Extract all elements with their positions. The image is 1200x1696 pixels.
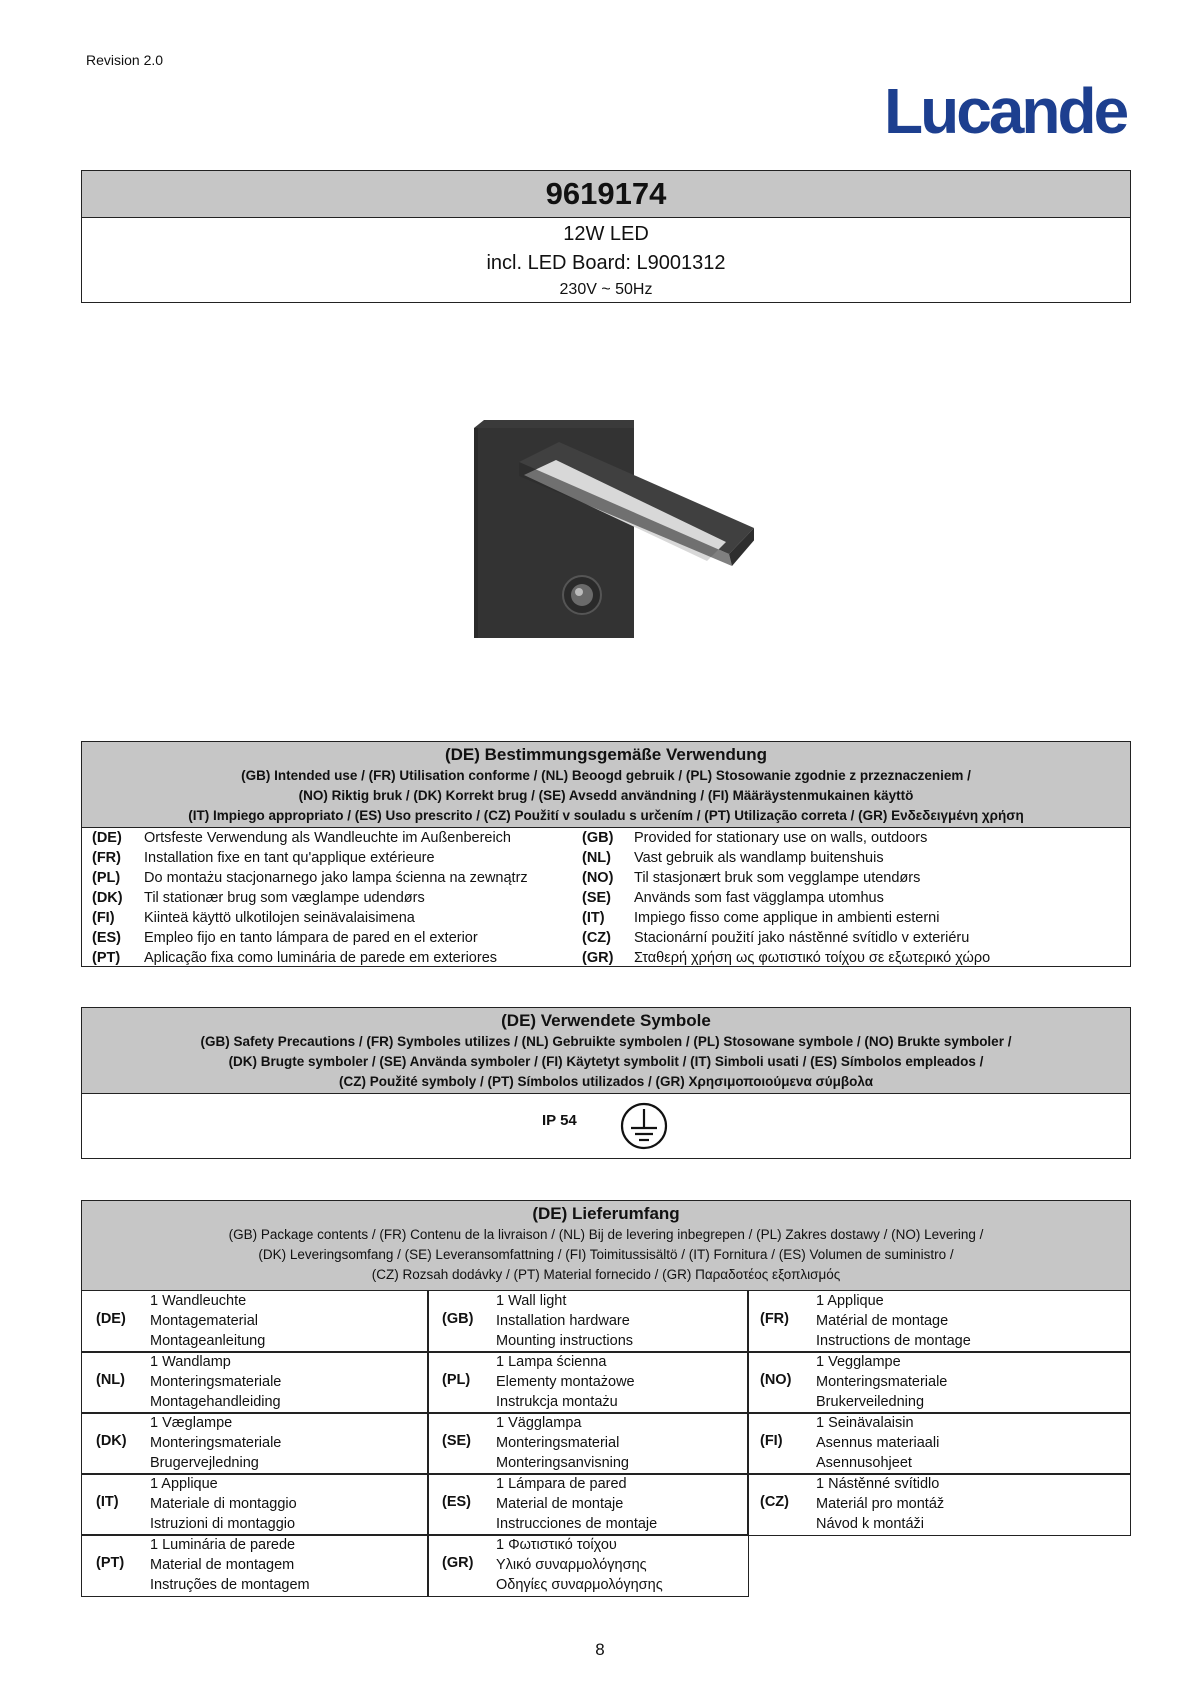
lang-code: (DK) bbox=[92, 890, 123, 906]
package-cell bbox=[81, 1290, 429, 1353]
voltage-spec: 230V ~ 50Hz bbox=[559, 281, 653, 298]
package-sub2: (DK) Leveringsomfang / (SE) Leveransomfattning / (FI) Toimitussisältö / (IT) Fornitura / (ES) Volumen de suministro / bbox=[258, 1247, 954, 1262]
lang-code: (GB) bbox=[582, 830, 614, 846]
package-item: Installation hardware bbox=[496, 1313, 630, 1329]
lang-code: (SE) bbox=[582, 890, 611, 906]
use-text: Installation fixe en tant qu'applique extérieure bbox=[144, 850, 435, 866]
package-cell bbox=[427, 1290, 749, 1353]
page-number: 8 bbox=[595, 1640, 605, 1659]
package-item: 1 Seinävalaisin bbox=[816, 1415, 914, 1431]
lang-code: (PL) bbox=[92, 870, 121, 886]
package-item: Návod k montáži bbox=[816, 1516, 924, 1532]
use-text: Empleo fijo en tanto lámpara de pared en el exterior bbox=[144, 930, 478, 946]
lang-code: (DE) bbox=[92, 830, 122, 846]
package-item: Montagematerial bbox=[150, 1313, 258, 1329]
intended-use-section bbox=[81, 741, 1131, 967]
package-section bbox=[81, 1200, 1131, 1292]
intended-use-sub1: (GB) Intended use / (FR) Utilisation conforme / (NL) Beoogd gebruik / (PL) Stosowanie zgodnie z przeznaczeniem / bbox=[241, 768, 971, 783]
package-item: Asennusohjeet bbox=[816, 1455, 912, 1471]
package-cell bbox=[81, 1473, 429, 1536]
package-cell bbox=[81, 1412, 429, 1475]
package-cell bbox=[427, 1534, 749, 1597]
lang-code: (NO) bbox=[760, 1372, 792, 1388]
package-cell bbox=[81, 1534, 429, 1597]
package-item: 1 Lámpara de pared bbox=[496, 1476, 627, 1492]
lucande-logo: Lucande bbox=[884, 75, 1127, 147]
lang-code: (FI) bbox=[760, 1433, 783, 1449]
intended-use-sub3: (IT) Impiego appropriato / (ES) Uso prescrito / (CZ) Použití v souladu s určením / (PT) Utilização correta / (GR) Ενδεδειγμένη χρήση bbox=[188, 808, 1024, 823]
intended-use-row bbox=[82, 888, 1130, 908]
power-spec: 12W LED bbox=[563, 223, 649, 245]
use-text: Provided for stationary use on walls, outdoors bbox=[634, 830, 928, 846]
led-board-spec: incl. LED Board: L9001312 bbox=[486, 252, 726, 274]
lang-code: (FI) bbox=[92, 910, 115, 926]
use-text: Impiego fisso come applique in ambienti esterni bbox=[634, 910, 940, 926]
symbols-sub2: (DK) Brugte symboler / (SE) Använda symboler / (FI) Käytetyt symbolit / (IT) Simboli usati / (ES) Símbolos empleados / bbox=[228, 1054, 984, 1069]
lang-code: (FR) bbox=[92, 850, 121, 866]
package-item: Elementy montażowe bbox=[496, 1374, 635, 1390]
lang-code: (NL) bbox=[96, 1372, 125, 1388]
package-item: Instructions de montage bbox=[816, 1333, 971, 1349]
package-cell bbox=[747, 1351, 1131, 1414]
package-item: Montagehandleiding bbox=[150, 1394, 281, 1410]
lang-code: (IT) bbox=[96, 1494, 119, 1510]
intended-use-table bbox=[82, 828, 1130, 968]
intended-use-row bbox=[82, 868, 1130, 888]
package-item: 1 Φωτιστικό τοίχου bbox=[496, 1537, 617, 1553]
symbols-sub3: (CZ) Použité symboly / (PT) Símbolos utilizados / (GR) Χρησιμοποιούμενα σύμβολα bbox=[339, 1074, 873, 1089]
lang-code: (PL) bbox=[442, 1372, 471, 1388]
protective-earth-icon bbox=[619, 1101, 669, 1151]
package-item: Monteringsmateriale bbox=[816, 1374, 948, 1390]
lang-code: (NO) bbox=[582, 870, 614, 886]
package-cell bbox=[427, 1351, 749, 1414]
package-item: Monteringsmateriale bbox=[150, 1374, 282, 1390]
package-item: Οδηγίες συναρμολόγησης bbox=[496, 1577, 663, 1593]
intended-use-sub2: (NO) Riktig bruk / (DK) Korrekt brug / (SE) Avsedd användning / (FI) Määräystenmukainen käyttö bbox=[298, 788, 914, 803]
package-cell bbox=[427, 1473, 749, 1536]
package-item: 1 Wandleuchte bbox=[150, 1293, 247, 1309]
intended-use-title: (DE) Bestimmungsgemäße Verwendung bbox=[444, 745, 768, 764]
lang-code: (PT) bbox=[96, 1555, 125, 1571]
lang-code: (ES) bbox=[442, 1494, 471, 1510]
package-item: Brukerveiledning bbox=[816, 1394, 925, 1410]
package-item: 1 Applique bbox=[816, 1293, 884, 1309]
package-item: 1 Vegglampe bbox=[816, 1354, 901, 1370]
package-item: 1 Wall light bbox=[496, 1293, 567, 1309]
use-text: Til stasjonært bruk som vegglampe utendørs bbox=[634, 870, 921, 886]
use-text: Til stationær brug som væglampe udendørs bbox=[144, 890, 425, 906]
lang-code: (GB) bbox=[442, 1311, 474, 1327]
package-sub3: (CZ) Rozsah dodávky / (PT) Material fornecido / (GR) Παραδοτέος εξοπλισμός bbox=[371, 1267, 841, 1282]
lang-code: (CZ) bbox=[582, 930, 611, 946]
package-sub1: (GB) Package contents / (FR) Contenu de la livraison / (NL) Bij de levering inbegrepen / (PL) Zakres dostawy / (NO) Levering / bbox=[228, 1227, 984, 1242]
use-text: Do montażu stacjonarnego jako lampa ścienna na zewnątrz bbox=[144, 870, 528, 886]
package-cell bbox=[747, 1290, 1131, 1353]
package-item: Monteringsmaterial bbox=[496, 1435, 620, 1451]
use-text: Stacionární použití jako nástěnné svítidlo v exteriéru bbox=[634, 930, 970, 946]
package-item: Material de montagem bbox=[150, 1557, 295, 1573]
product-image bbox=[464, 420, 754, 645]
package-item: 1 Nástěnné svítidlo bbox=[816, 1476, 940, 1492]
package-cell bbox=[747, 1412, 1131, 1475]
lang-code: (GR) bbox=[582, 950, 614, 966]
revision-label: Revision 2.0 bbox=[86, 52, 164, 68]
package-item: 1 Wandlamp bbox=[150, 1354, 231, 1370]
package-cell bbox=[747, 1473, 1131, 1536]
intended-use-row bbox=[82, 948, 1130, 968]
package-item: Brugervejledning bbox=[150, 1455, 259, 1471]
lang-code: (SE) bbox=[442, 1433, 471, 1449]
lang-code: (ES) bbox=[92, 930, 121, 946]
package-item: Υλικό συναρμολόγησης bbox=[496, 1557, 647, 1573]
ip-rating: IP 54 bbox=[542, 1112, 577, 1129]
use-text: Ortsfeste Verwendung als Wandleuchte im Außenbereich bbox=[144, 830, 511, 846]
lang-code: (NL) bbox=[582, 850, 611, 866]
package-item: 1 Væglampe bbox=[150, 1415, 233, 1431]
package-item: Instrukcja montażu bbox=[496, 1394, 618, 1410]
package-item: Mounting instructions bbox=[496, 1333, 634, 1349]
use-text: Vast gebruik als wandlamp buitenshuis bbox=[634, 850, 884, 866]
package-item: Asennus materiaali bbox=[816, 1435, 940, 1451]
package-title: (DE) Lieferumfang bbox=[532, 1204, 680, 1223]
package-item: Monteringsmateriale bbox=[150, 1435, 282, 1451]
package-item: 1 Applique bbox=[150, 1476, 218, 1492]
lang-code: (CZ) bbox=[760, 1494, 789, 1510]
lang-code: (GR) bbox=[442, 1555, 474, 1571]
intended-use-row bbox=[82, 848, 1130, 868]
package-item: Instruções de montagem bbox=[150, 1577, 310, 1593]
package-item: Montageanleitung bbox=[150, 1333, 266, 1349]
package-item: 1 Luminária de parede bbox=[150, 1537, 296, 1553]
package-item: Monteringsanvisning bbox=[496, 1455, 629, 1471]
symbols-section bbox=[81, 1007, 1131, 1159]
package-item: Materiale di montaggio bbox=[150, 1496, 297, 1512]
intended-use-row bbox=[82, 828, 1130, 848]
symbols-sub1: (GB) Safety Precautions / (FR) Symboles utilizes / (NL) Gebruikte symbolen / (PL) Stosowane symbole / (NO) Brukte symboler / bbox=[200, 1034, 1012, 1049]
symbols-title: (DE) Verwendete Symbole bbox=[501, 1011, 711, 1030]
package-item: Material de montaje bbox=[496, 1496, 624, 1512]
use-text: Kiinteä käyttö ulkotilojen seinävalaisimena bbox=[144, 910, 415, 926]
lang-code: (FR) bbox=[760, 1311, 789, 1327]
use-text: Aplicação fixa como luminária de parede em exteriores bbox=[144, 950, 498, 966]
article-number: 9619174 bbox=[82, 171, 1130, 218]
intended-use-row bbox=[82, 908, 1130, 928]
lang-code: (DE) bbox=[96, 1311, 126, 1327]
intended-use-row bbox=[82, 928, 1130, 948]
package-cell bbox=[81, 1351, 429, 1414]
lang-code: (PT) bbox=[92, 950, 121, 966]
package-item: Matérial de montage bbox=[816, 1313, 949, 1329]
use-text: Σταθερή χρήση ως φωτιστικό τοίχου σε εξωτερικό χώρο bbox=[634, 950, 991, 966]
package-item: Materiál pro montáž bbox=[816, 1496, 945, 1512]
package-cell bbox=[427, 1412, 749, 1475]
package-item: 1 Vägglampa bbox=[496, 1415, 582, 1431]
article-header bbox=[81, 170, 1131, 303]
package-item: Istruzioni di montaggio bbox=[150, 1516, 296, 1532]
package-item: 1 Lampa ścienna bbox=[496, 1354, 607, 1370]
use-text: Används som fast vägglampa utomhus bbox=[634, 890, 884, 906]
package-item: Instrucciones de montaje bbox=[496, 1516, 658, 1532]
lang-code: (IT) bbox=[582, 910, 605, 926]
lang-code: (DK) bbox=[96, 1433, 127, 1449]
